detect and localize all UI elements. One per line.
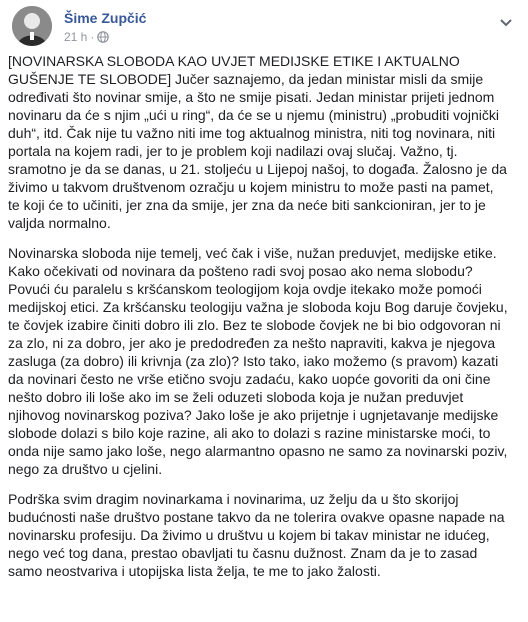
- chevron-down-icon[interactable]: [498, 14, 514, 30]
- post-header: [12, 6, 518, 50]
- post-timestamp[interactable]: 21 h: [64, 30, 88, 44]
- author-name[interactable]: Šime Zupčić: [64, 10, 147, 26]
- post-body: [8, 52, 508, 592]
- avatar-image: [12, 6, 52, 46]
- post-meta: [64, 30, 109, 44]
- post-paragraph-1: [NOVINARSKA SLOBODA KAO UVJET MEDIJSKE ETIKE I AKTUALNO GUŠENJE TE SLOBODE] Jučer saznajemo, da jedan ministar misli da smije određivati što novinar smije, a što ne smije pisati. Jedan ministar prijeti jednom novinaru da će s njim „ući u ring“, da će se u njemu (ministru) „probuditi vojnički duh“, itd. Čak nije tu važno niti ime tog aktualnog ministra, niti tog novinara, niti portala na kojem radi, jer to je problem koji nadilazi ovaj slučaj. Važno, tj. sramotno je da se danas, u 21. stoljeću u Lijepoj našoj, to događa. Žalosno je da živimo u takvom društvenom ozračju u kojem ministru to može pasti na pamet, te koji će to učiniti, jer zna da smije, jer zna da neće biti sankcioniran, jer to je valjda normalno.: [8, 53, 507, 231]
- avatar[interactable]: [12, 6, 52, 46]
- post-paragraph-3: Podrška svim dragim novinarkama i novinarima, uz želju da u što skorijoj budućnosti naše društvo postane takvo da ne tolerira ovakve opasne napade na novinarsku profesiju. Da živimo u društvu u kojem bi takav ministar ne idućeg, nego već tog dana, prestao obavljati tu časnu dužnost. Znam da je to zasad samo neostvariva i utopijska lista želja, te me to jako žalosti.: [8, 491, 505, 579]
- meta-separator: ·: [90, 30, 95, 44]
- post-paragraph-2: Novinarska sloboda nije temelj, već čak i više, nužan preduvjet, medijske etike. Kako očekivati od novinara da pošteno radi svoj posao ako nema slobodu? Povući ću paralelu s kršćanskom teologijom koja ovdje itekako može pomoći medijskoj etici. Za kršćansku teologiju važna je sloboda koju Bog daruje čovjeku, te čovjek izabire činiti dobro ili zlo. Bez te slobode čovjek ne bi bio odgovoran ni za zlo, ni za dobro, jer ako je predodređen za nešto napraviti, kakva je njegova zasluga (za dobro) ili krivnja (za zlo)? Isto tako, iako možemo (s pravom) kazati da novinari često ne vrše etično svoju zadaću, kako uopće govoriti da oni čine nešto dobro ili loše ako im se želi oduzeti sloboda koja je nužan preduvjet njihovog novinarskog poziva? Jako loše je ako prijetnje i ugnjetavanje medijske slobode dolazi s bilo koje razine, ali ako to dolazi s razine ministarske moći, to onda nije samo jako loše, nego alarmantno opasno ne samo za novinarski poziv, nego za društvo u cjelini.: [8, 245, 508, 477]
- globe-icon[interactable]: [97, 31, 109, 43]
